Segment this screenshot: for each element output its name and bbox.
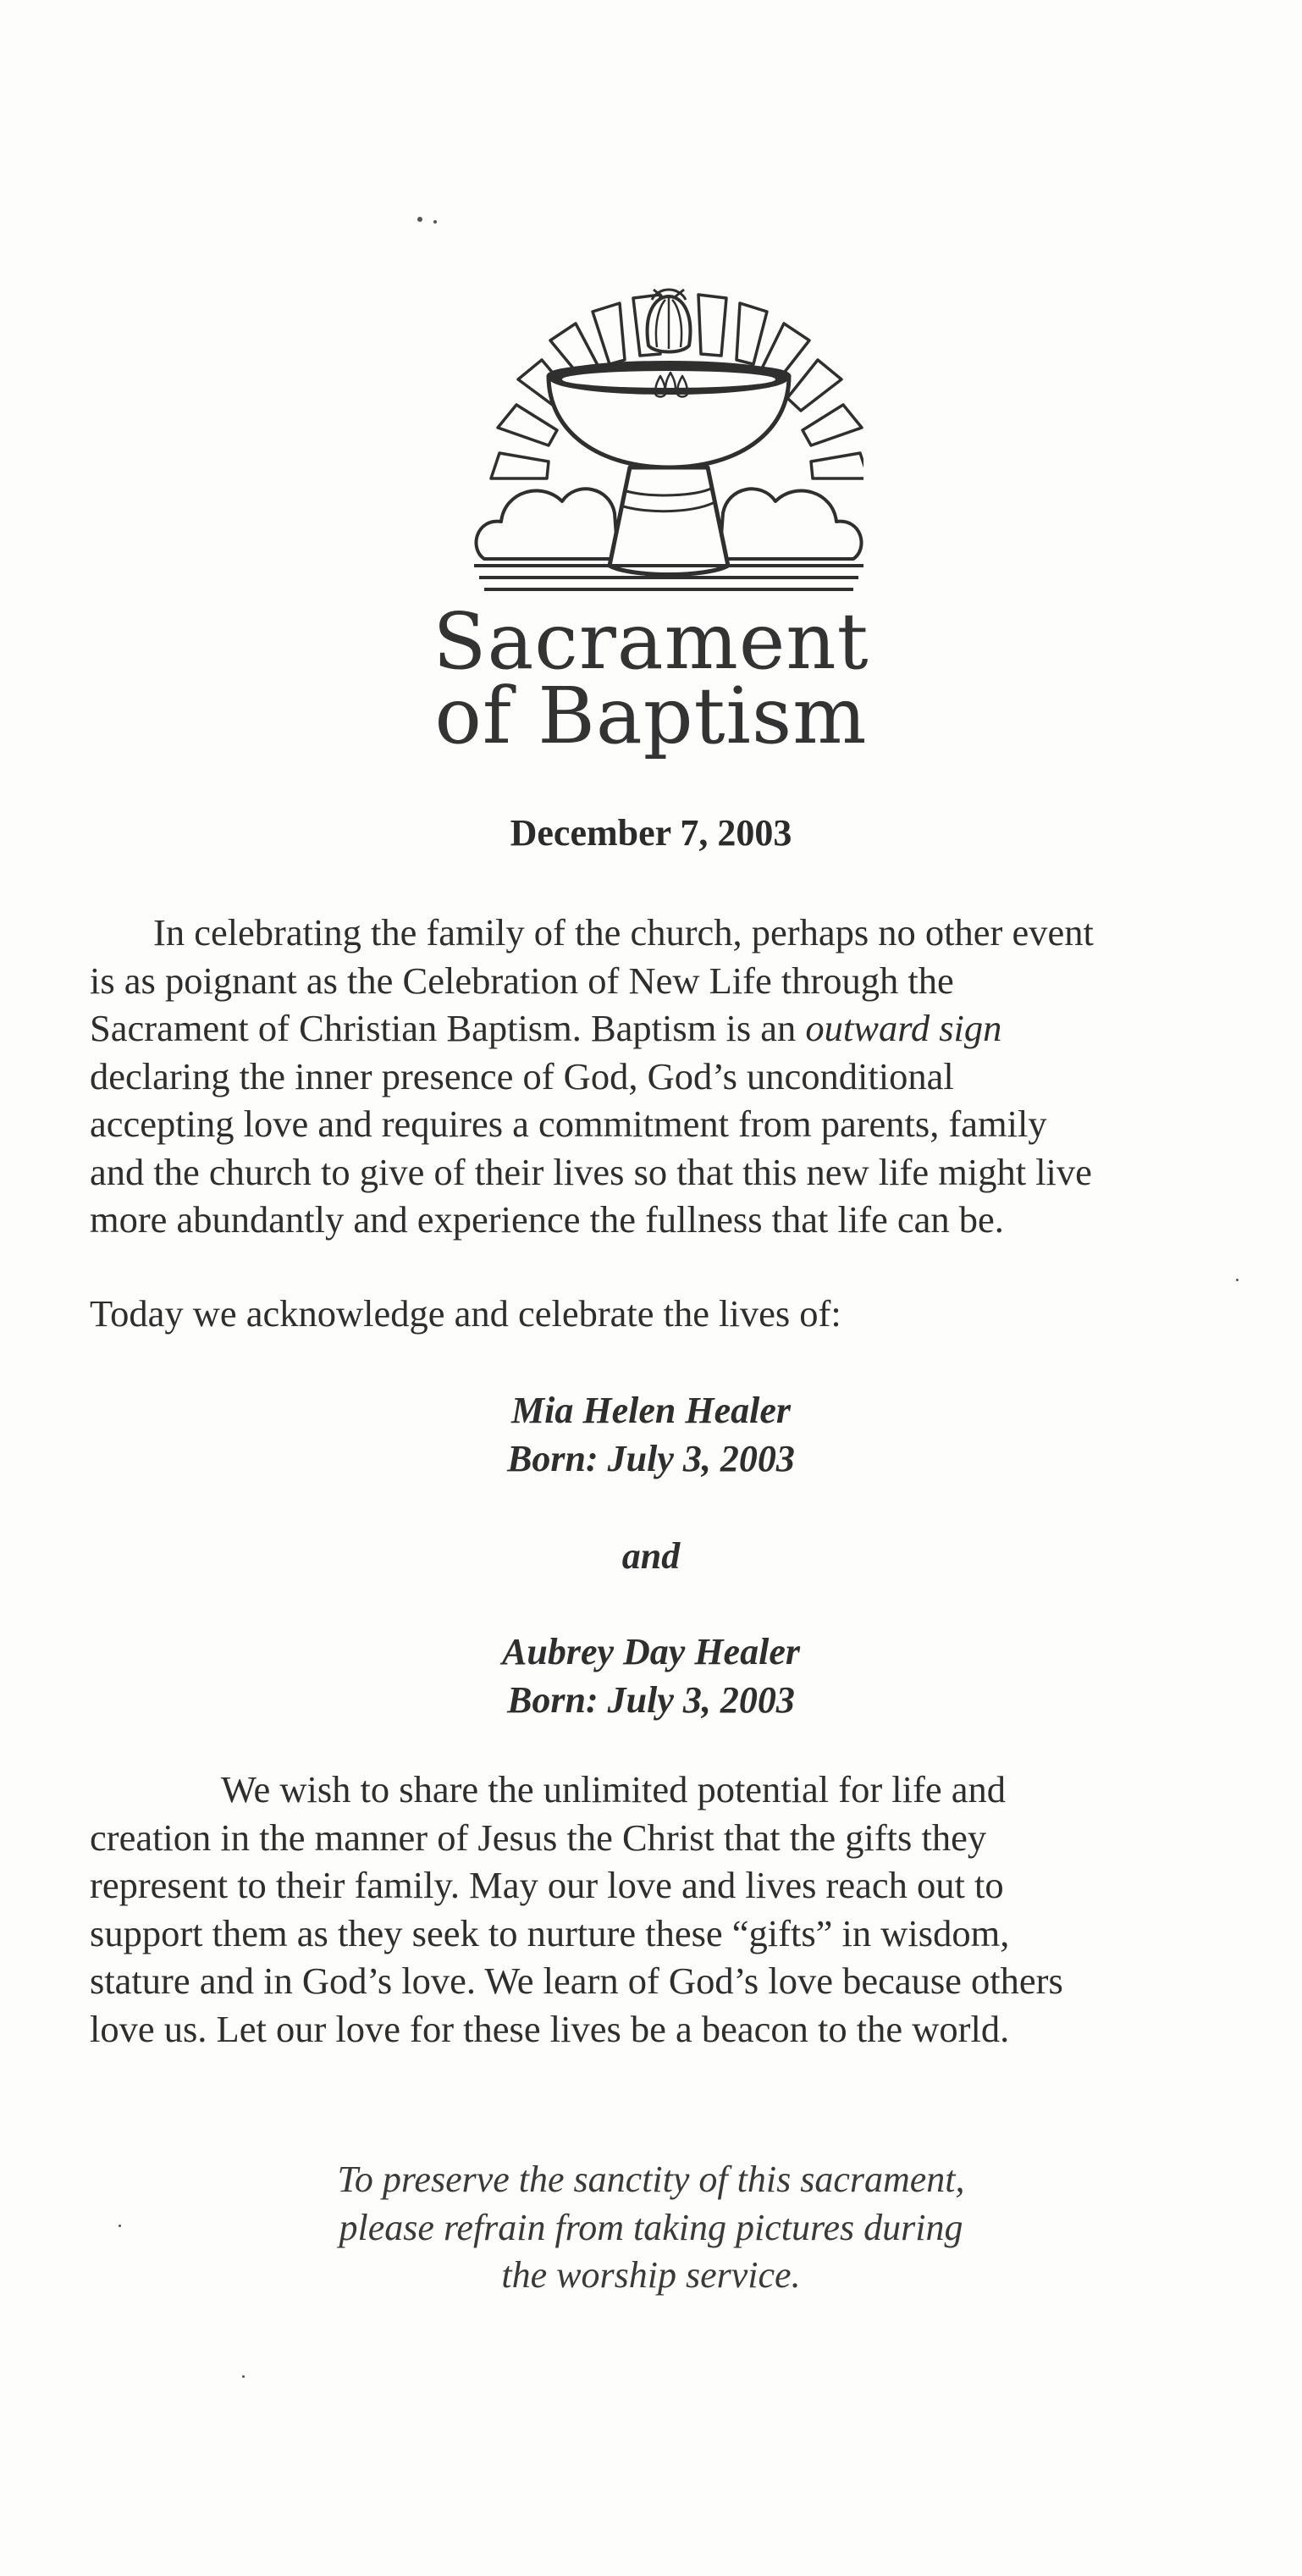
intro-line xyxy=(90,1004,1258,1053)
closing-line: love us. Let our love for these lives be a beacon to the world. xyxy=(90,2007,1010,2050)
intro-line-text: Sacrament of Christian Baptism. Baptism is an xyxy=(90,1007,806,1049)
closing-line: support them as they seek to nurture these “gifts” in wisdom, xyxy=(90,1911,1010,1954)
font-pedestal xyxy=(610,467,728,575)
closing-line: We wish to share the unlimited potential for life and xyxy=(221,1768,1006,1810)
scan-speck xyxy=(417,217,422,222)
closing-line: stature and in God’s love. We learn of God’s love because others xyxy=(90,1960,1063,2002)
closing-line: represent to their family. May our love and lives reach out to xyxy=(90,1864,1004,1906)
child2-name: Aubrey Day Healer xyxy=(502,1631,800,1672)
intro-line: and the church to give of their lives so that this new life might live xyxy=(90,1150,1092,1193)
scan-speck xyxy=(1236,1279,1239,1281)
intro-line: declaring the inner presence of God, God’s unconditional xyxy=(90,1054,954,1097)
baptismal-font-icon xyxy=(474,279,863,601)
title-of-baptism: of Baptism xyxy=(434,671,868,761)
notice-line: the worship service. xyxy=(501,2254,801,2296)
child2-born: Born: July 3, 2003 xyxy=(507,1679,795,1721)
notice-line: please refrain from taking pictures during xyxy=(339,2206,963,2248)
acknowledge-paragraph xyxy=(90,1290,1258,1338)
intro-paragraph xyxy=(90,909,1258,1244)
intro-emphasis: outward sign xyxy=(805,1007,1002,1049)
cloud-right xyxy=(720,489,862,559)
intro-line: more abundantly and experience the fullness that life can be. xyxy=(90,1198,1004,1241)
closing-paragraph xyxy=(90,1766,1258,2053)
intro-line: accepting love and requires a commitment from parents, family xyxy=(90,1103,1047,1145)
service-date: December 7, 2003 xyxy=(510,812,792,854)
child1-born: Born: July 3, 2003 xyxy=(507,1438,795,1479)
shell xyxy=(648,290,691,352)
scan-speck xyxy=(242,2375,245,2378)
child1-name: Mia Helen Healer xyxy=(511,1390,791,1431)
title-sacrament: Sacrament xyxy=(433,596,869,687)
intro-line: In celebrating the family of the church, perhaps no other event xyxy=(153,911,1094,954)
photo-notice xyxy=(0,2156,1302,2300)
scan-speck xyxy=(433,220,437,224)
intro-line: is as poignant as the Celebration of New Life through the xyxy=(90,959,954,1002)
acknowledge-line: Today we acknowledge and celebrate the lives of: xyxy=(90,1292,841,1335)
closing-line: creation in the manner of Jesus the Christ that the gifts they xyxy=(90,1816,987,1859)
cloud-left xyxy=(476,489,618,559)
conjunction: and xyxy=(621,1535,681,1577)
notice-line: To preserve the sanctity of this sacrament, xyxy=(337,2159,965,2200)
